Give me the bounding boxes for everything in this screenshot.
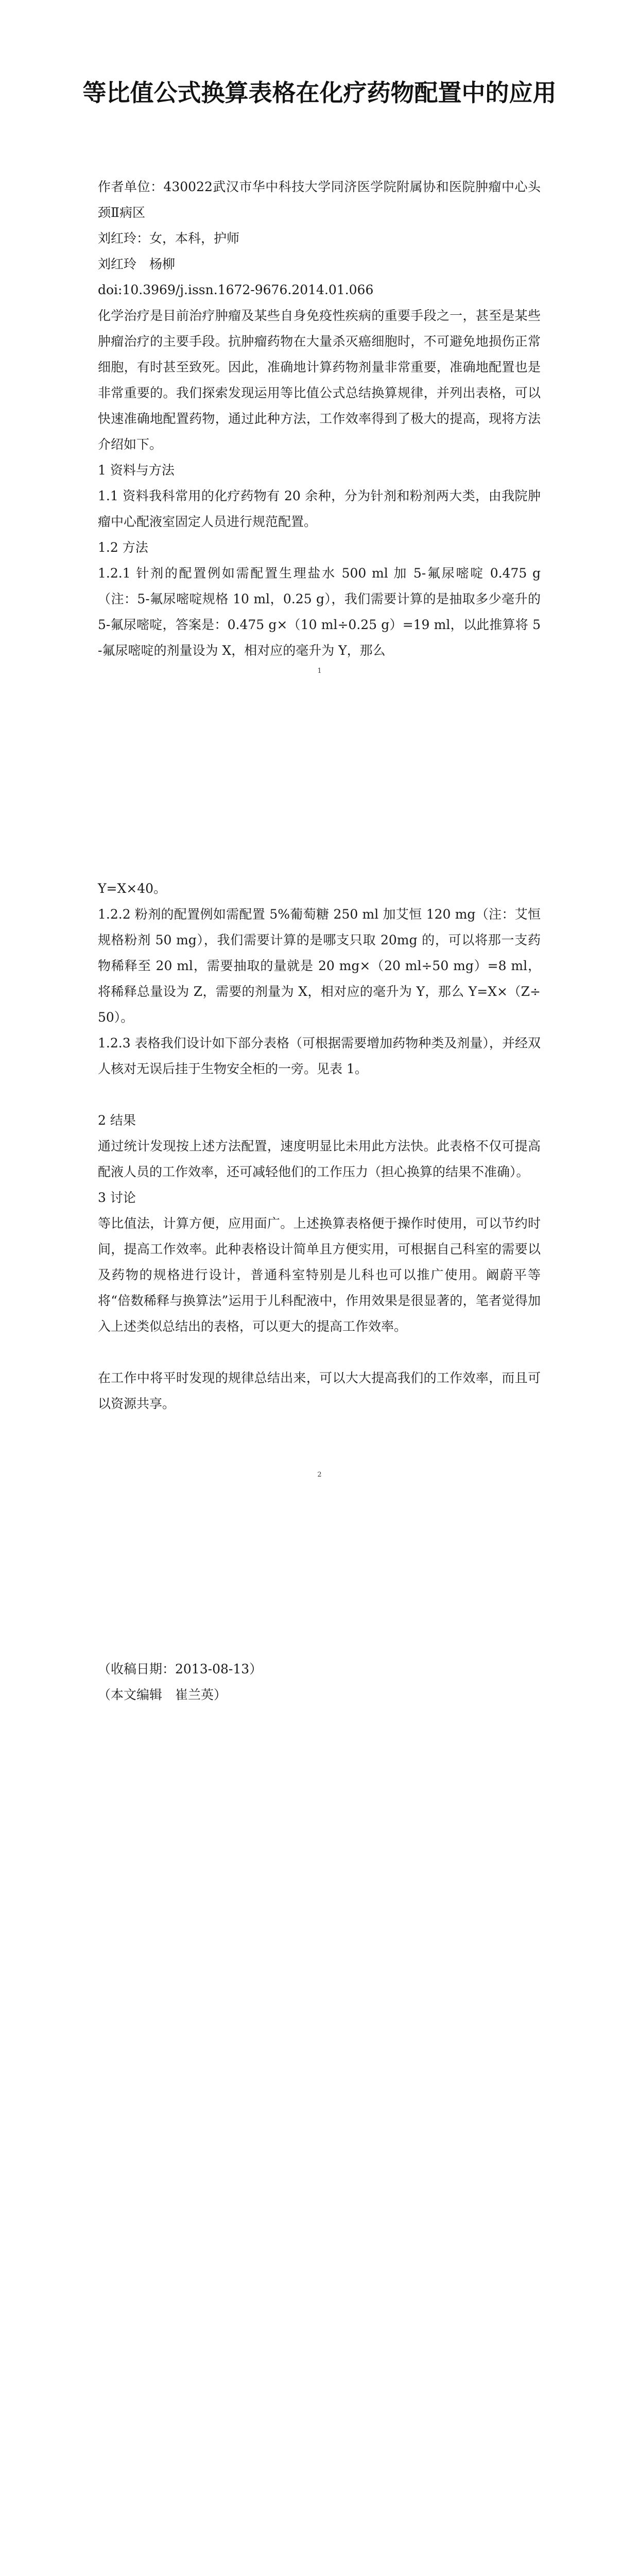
- section-1-2-1-continued: Y=X×40。: [98, 881, 167, 896]
- page-number-1: 1: [317, 667, 322, 675]
- section-1-2-3: 1.2.3 表格我们设计如下部分表格（可根据需要增加药物种类及剂量），并经双人核对无误后挂于生物安全柜的一旁。见表 1。: [98, 1036, 541, 1076]
- section-1-2-1: 1.2.1 针剂的配置例如需配置生理盐水 500 ml 加 5-氟尿嘧啶 0.475 g（注：5-氟尿嘧啶规格 10 ml，0.25 g），我们需要计算的是抽取多少毫升的 5-氟尿嘧啶，答案是：0.475 g×（10 ml÷0.25 g）=19 ml，以此推算将 5-氟尿嘧啶的剂量设为 X，相对应的毫升为 Y，那么: [98, 566, 541, 658]
- author-bio: 刘红玲：女，本科，护师: [98, 231, 240, 246]
- section-1-2-2: 1.2.2 粉剂的配置例如需配置 5%葡萄糖 250 ml 加艾恒 120 mg（注：艾恒规格粉剂 50 mg），我们需要计算的是哪支只取 20mg 的，可以将那一支药物稀释至 20 ml，需要抽取的量就是 20 mg×（20 ml÷50 mg）=8 ml，将稀释总量设为 Z，需要的剂量为 X，相对应的毫升为 Y，那么 Y=X×（Z÷50）。: [98, 907, 541, 1025]
- doi: doi:10.3969/j.issn.1672-9676.2014.01.066: [98, 282, 374, 297]
- intro-paragraph: 化学治疗是目前治疗肿瘤及某些自身免疫性疾病的重要手段之一，甚至是某些肿瘤治疗的主要手段。抗肿瘤药物在大量杀灭癌细胞时，不可避免地损伤正常细胞，有时甚至致死。因此，准确地计算药物剂量非常重要，准确地配置也是非常重要的。我们探索发现运用等比值公式总结换算规律，并列出表格，可以快速准确地配置药物，通过此种方法，工作效率得到了极大的提高，现将方法介绍如下。: [98, 308, 541, 452]
- section-3-heading: 3 讨论: [98, 1190, 136, 1205]
- section-2-heading: 2 结果: [98, 1113, 136, 1128]
- section-3-text-1: 等比值法，计算方便，应用面广。上述换算表格便于操作时使用，可以节约时间，提高工作效率。此种表格设计简单且方便实用，可根据自己科室的需要以及药物的规格进行设计，普通科室特别是儿科也可以推广使用。阚蔚平等将“倍数稀释与换算法”运用于儿科配液中，作用效果是很显著的，笔者觉得加入上述类似总结出的表格，可以更大的提高工作效率。: [98, 1216, 541, 1334]
- section-1-2-heading: 1.2 方法: [98, 540, 148, 555]
- section-1-1: 1.1 资料我科常用的化疗药物有 20 余种，分为针剂和粉剂两大类，由我院肿瘤中心配液室固定人员进行规范配置。: [98, 488, 541, 529]
- page-number-2: 2: [317, 1471, 322, 1479]
- section-2-text: 通过统计发现按上述方法配置，速度明显比未用此方法快。此表格不仅可提高配液人员的工作效率，还可减轻他们的工作压力（担心换算的结果不准确）。: [98, 1139, 541, 1179]
- editor-note: （本文编辑 崔兰英）: [98, 1687, 227, 1702]
- authors: 刘红玲 杨柳: [98, 257, 176, 272]
- document-title: 等比值公式换算表格在化疗药物配置中的应用: [82, 79, 557, 107]
- received-date: （收稿日期：2013-08-13）: [98, 1662, 263, 1676]
- affiliation: 作者单位：430022武汉市华中科技大学同济医学院附属协和医院肿瘤中心头颈Ⅱ病区: [98, 179, 541, 220]
- section-3-text-2: 在工作中将平时发现的规律总结出来，可以大大提高我们的工作效率，而且可以资源共享。: [98, 1370, 541, 1411]
- section-1-heading: 1 资料与方法: [98, 463, 175, 478]
